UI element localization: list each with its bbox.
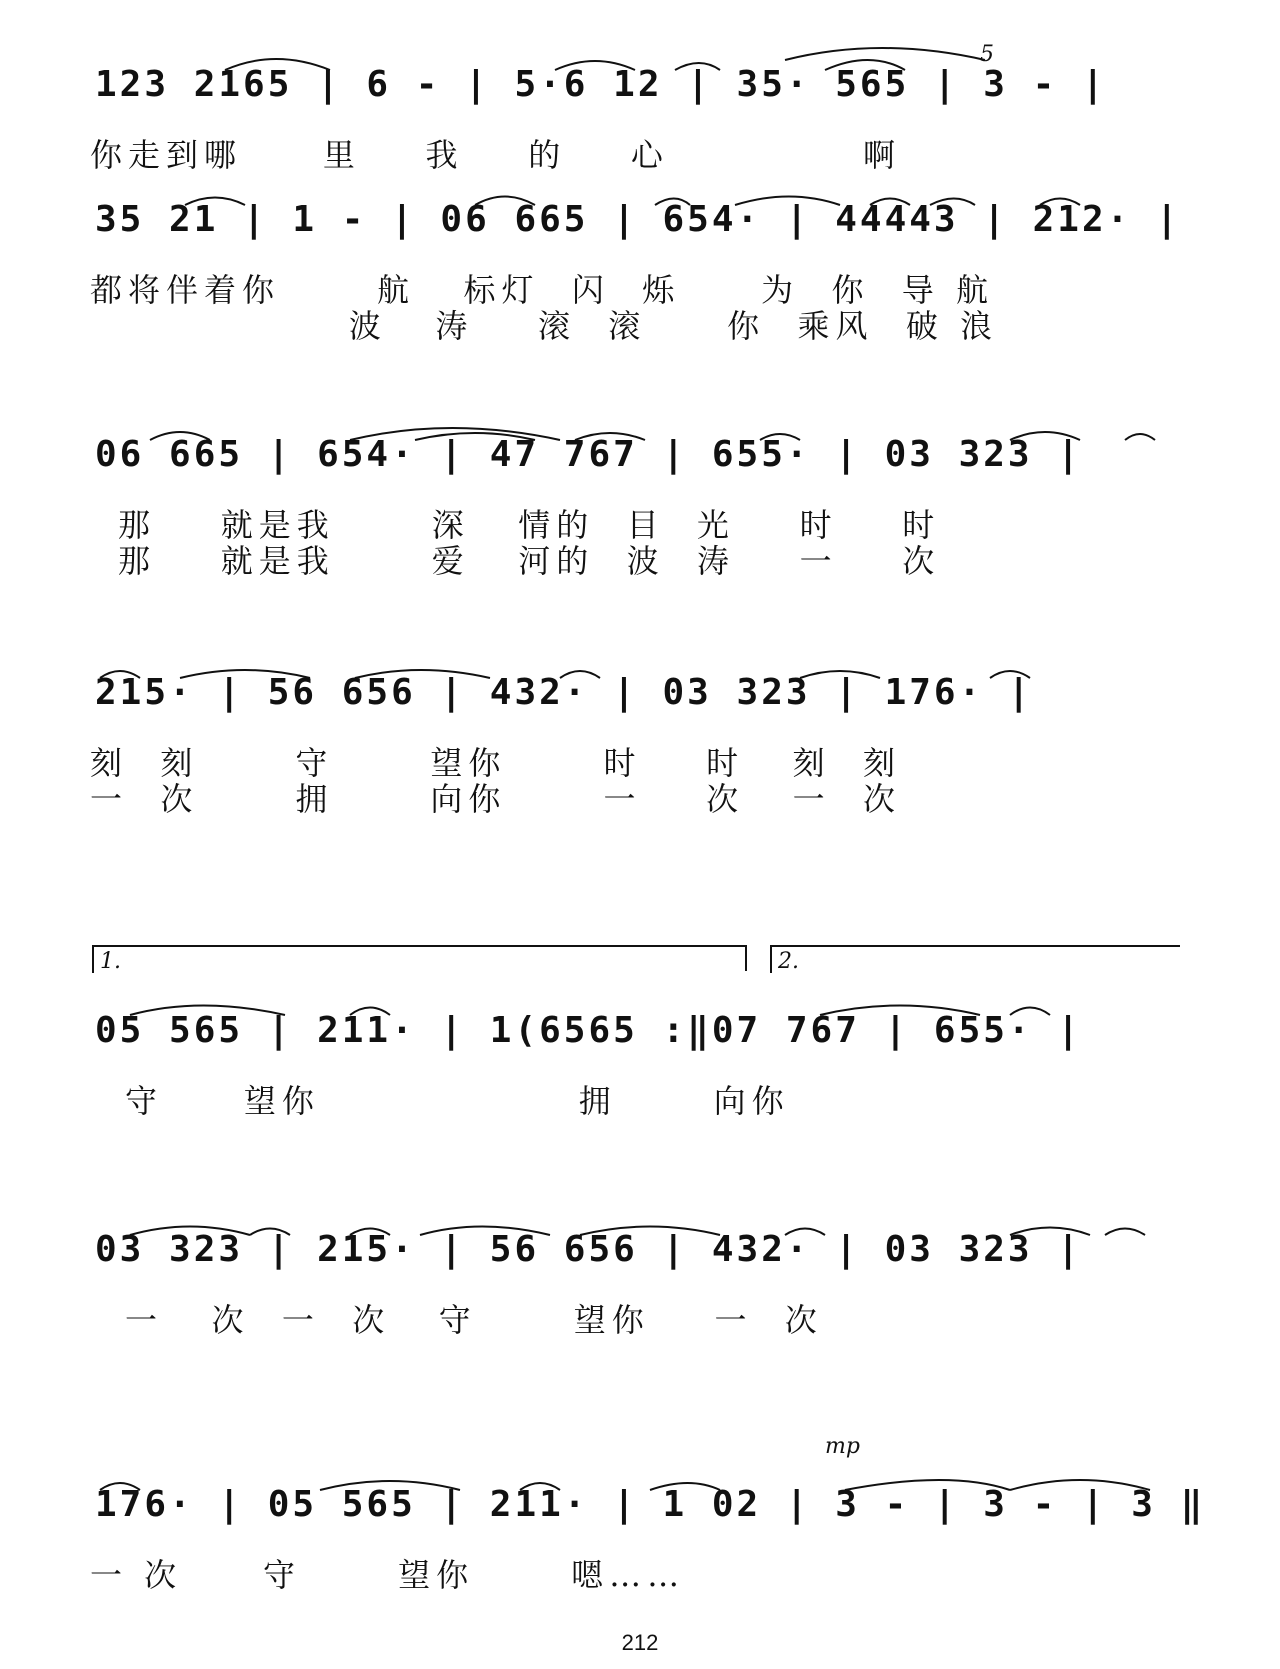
lyric-verse-2: 那 就是我 爱 河的 波 涛 一 次 (118, 542, 941, 580)
notation-row: 215· | 56 656 | 432· | 03 323 | 176· | (95, 672, 1033, 713)
lyric-verse-2: 一 次 拥 向你 一 次 一 次 (90, 780, 901, 818)
dynamic-mark: mp (825, 1434, 860, 1459)
page-number: 212 (621, 1630, 659, 1655)
lyric-verse-1: 刻 刻 守 望你 时 时 刻 刻 (90, 744, 901, 782)
grace-note: 5 (980, 42, 994, 67)
notation-row: 123 2165 | 6 - | 5·6 12 | 35· 565 | 3 - | (95, 64, 1107, 105)
volta-label: 2. (778, 949, 799, 974)
lyric-verse-1: 那 就是我 深 情的 目 光 时 时 (118, 506, 941, 544)
notation-row: 35 21 | 1 - | 06 665 | 654· | 44443 | 212· | (95, 199, 1181, 240)
notation-row: 176· | 05 565 | 211· | 1 02 | 3 - | 3 - | 3 ‖ (95, 1484, 1206, 1525)
notation-row: 05 565 | 211· | 1(6565 :‖07 767 | 655· | (95, 1010, 1082, 1051)
lyric-verse-1: 你走到哪 里 我 的 心 啊 (90, 136, 901, 174)
lyric-verse-1: 都将伴着你 航 标灯 闪 烁 为 你 导 航 (90, 271, 994, 309)
notation-row: 06 665 | 654· | 47 767 | 655· | 03 323 | (95, 434, 1082, 475)
lyric-verse-1: 守 望你 拥 向你 (125, 1082, 790, 1120)
lyric-verse-1: 一 次 守 望你 嗯…… (90, 1556, 686, 1594)
volta-label: 1. (100, 949, 121, 974)
notation-row: 03 323 | 215· | 56 656 | 432· | 03 323 | (95, 1229, 1082, 1270)
lyric-verse-1: 一 次 一 次 守 望你 一 次 (125, 1301, 823, 1339)
lyric-verse-2: 波 涛 滚 滚 你 乘风 破 浪 (90, 307, 999, 345)
